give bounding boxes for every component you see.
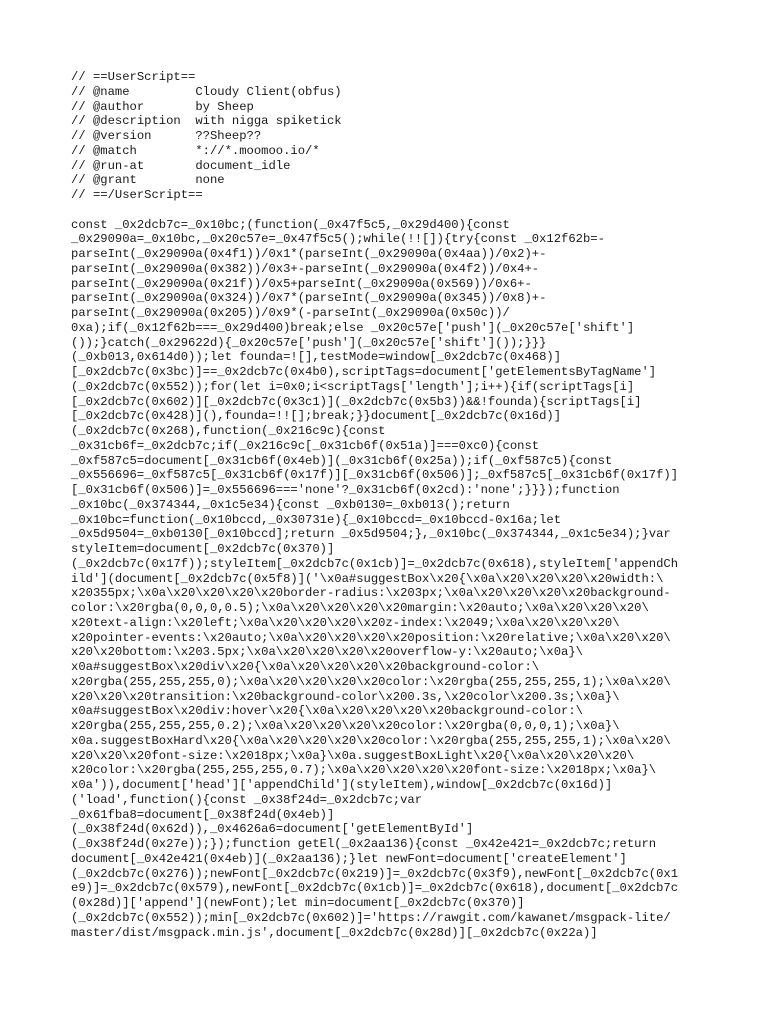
code-line: x20\x20\x20transition:\x20background-color\x200.3s,\x20color\x200.3s;\x0a}\ bbox=[71, 689, 620, 704]
code-line: x20color:\x20rgba(255,255,255,0.7);\x0a\x20\x20\x20\x20font-size:\x2018px;\x0a}\ bbox=[71, 763, 657, 778]
code-line: [_0x2dcb7c(0x3bc)]==_0x2dcb7c(0x4b0),scriptTags=document['getElementsByTagName'] bbox=[71, 365, 657, 379]
code-line: document[_0x42e421(0x4eb)](_0x2aa136);}let newFont=document['createElement'] bbox=[71, 851, 627, 866]
code-line: styleItem=document[_0x2dcb7c(0x370)] bbox=[71, 542, 335, 556]
code-line: color:\x20rgba(0,0,0,0.5);\x0a\x20\x20\x20\x20margin:\x20auto;\x0a\x20\x20\x20\ bbox=[71, 601, 649, 615]
code-line: (_0x2dcb7c(0x552));for(let i=0x0;i<scriptTags['length'];i++){if(scriptTags[i] bbox=[71, 379, 635, 394]
code-line: x0a')),document['head']['appendChild'](styleItem),window[_0x2dcb7c(0x16d)] bbox=[71, 778, 613, 792]
code-line: ());}catch(_0x29622d){_0x20c57e['push'](_0x20c57e['shift']());}}} bbox=[71, 335, 547, 350]
code-line: _0x31cb6f=_0x2dcb7c;if(_0x216c9c[_0x31cb6f(0x51a)]===0xc0){const bbox=[71, 438, 540, 453]
code-line: parseInt(_0x29090a(0x21f))/0x5+parseInt(_0x29090a(0x569))/0x6+- bbox=[71, 276, 532, 291]
code-line: _0x556696=_0xf587c5[_0x31cb6f(0x17f)][_0x31cb6f(0x506)];_0xf587c5[_0x31cb6f(0x17f)] bbox=[71, 468, 679, 483]
code-line: x20pointer-events:\x20auto;\x0a\x20\x20\x20\x20position:\x20relative;\x0a\x20\x20\ bbox=[71, 630, 671, 645]
code-line: 0xa);if(_0x12f62b===_0x29d400)break;else _0x20c57e['push'](_0x20c57e['shift'] bbox=[71, 320, 635, 335]
header-line: // @run-at document_idle bbox=[71, 158, 291, 173]
code-line: x20\x20bottom:\x203.5px;\x0a\x20\x20\x20\x20overflow-y:\x20auto;\x0a}\ bbox=[71, 645, 583, 660]
code-line: x20rgba(255,255,255,0.2);\x0a\x20\x20\x20\x20color:\x20rgba(0,0,0,1);\x0a}\ bbox=[71, 719, 620, 733]
code-line: (_0x2dcb7c(0x276));newFont[_0x2dcb7c(0x219)]=_0x2dcb7c(0x3f9),newFont[_0x2dcb7c(0x1 bbox=[71, 866, 679, 881]
code-line: master/dist/msgpack.min.js',document[_0x2dcb7c(0x28d)][_0x2dcb7c(0x22a)] bbox=[71, 925, 598, 940]
code-line: parseInt(_0x29090a(0x205))/0x9*(-parseInt(_0x29090a(0x50c))/ bbox=[71, 306, 510, 320]
code-line: _0x10bc=function(_0x10bccd,_0x30731e){_0x10bccd=_0x10bccd-0x16a;let bbox=[71, 512, 562, 527]
code-line: _0x29090a=_0x10bc,_0x20c57e=_0x47f5c5();while(!![]){try{const _0x12f62b=- bbox=[71, 232, 605, 247]
code-line: parseInt(_0x29090a(0x4f1))/0x1*(parseInt(_0x29090a(0x4aa))/0x2)+- bbox=[71, 247, 547, 261]
code-line: x20355px;\x0a\x20\x20\x20\x20border-radius:\x203px;\x0a\x20\x20\x20\x20background- bbox=[71, 586, 671, 601]
code-line: x0a#suggestBox\x20div\x20{\x0a\x20\x20\x20\x20background-color:\ bbox=[71, 660, 540, 674]
header-line: // @version ??Sheep?? bbox=[71, 129, 262, 143]
header-line: // @match *://*.moomoo.io/* bbox=[71, 143, 320, 158]
code-line: x20text-align:\x20left;\x0a\x20\x20\x20\x20z-index:\x2049;\x0a\x20\x20\x20\ bbox=[71, 615, 620, 630]
header-line: // @grant none bbox=[71, 173, 225, 188]
code-line: [_0x2dcb7c(0x602)][_0x2dcb7c(0x3c1)](_0x2dcb7c(0x5b3))&&!founda){scriptTags[i] bbox=[71, 394, 642, 409]
code-line: [_0x31cb6f(0x506)]=_0x556696==='none'?_0x31cb6f(0x2cd):'none';}}});function bbox=[71, 483, 620, 497]
header-line: // @description with nigga spiketick bbox=[71, 114, 342, 129]
code-line: x0a#suggestBox\x20div:hover\x20{\x0a\x20\x20\x20\x20background-color:\ bbox=[71, 704, 583, 719]
blank-line bbox=[71, 203, 761, 218]
header-line: // ==UserScript== bbox=[71, 70, 196, 84]
code-line: _0xf587c5=document[_0x31cb6f(0x4eb)](_0x31cb6f(0x25a));if(_0xf587c5){const bbox=[71, 453, 613, 468]
code-line: parseInt(_0x29090a(0x324))/0x7*(parseInt(_0x29090a(0x345))/0x8)+- bbox=[71, 291, 547, 306]
code-line: [_0x2dcb7c(0x428)](),founda=!![];break;}}document[_0x2dcb7c(0x16d)] bbox=[71, 409, 562, 424]
code-line: ild'](document[_0x2dcb7c(0x5f8)]('\x0a#suggestBox\x20{\x0a\x20\x20\x20\x20width:\ bbox=[71, 571, 664, 586]
code-line: _0x5d9504=_0xb0130[_0x10bccd];return _0x5d9504;},_0x10bc(_0x374344,_0x1c5e34);}var bbox=[71, 527, 671, 542]
code-line: parseInt(_0x29090a(0x382))/0x3+-parseInt(_0x29090a(0x4f2))/0x4+- bbox=[71, 261, 540, 276]
code-line: (_0x2dcb7c(0x552));min[_0x2dcb7c(0x602)]='https://rawgit.com/kawanet/msgpack-lite/ bbox=[71, 910, 671, 925]
code-line: ('load',function(){const _0x38f24d=_0x2dcb7c;var bbox=[71, 792, 423, 807]
header-line: // @author by Sheep bbox=[71, 99, 254, 114]
code-line: (_0x38f24d(0x27e));});function getEl(_0x2aa136){const _0x42e421=_0x2dcb7c;return bbox=[71, 837, 657, 851]
code-line: (_0x2dcb7c(0x17f));styleItem[_0x2dcb7c(0x1cb)]=_0x2dcb7c(0x618),styleItem['appendCh bbox=[71, 556, 679, 571]
code-line: _0x61fba8=document[_0x38f24d(0x4eb)] bbox=[71, 807, 335, 822]
code-line: e9)]=_0x2dcb7c(0x579),newFont[_0x2dcb7c(0x1cb)]=_0x2dcb7c(0x618),document[_0x2dcb7c bbox=[71, 881, 679, 896]
code-line: x0a.suggestBoxHard\x20{\x0a\x20\x20\x20\x20color:\x20rgba(255,255,255,1);\x0a\x20\ bbox=[71, 733, 671, 748]
code-line: x20rgba(255,255,255,0);\x0a\x20\x20\x20\x20color:\x20rgba(255,255,255,1);\x0a\x20\ bbox=[71, 674, 671, 689]
code-line: (0x28d)]['append'](newFont);let min=document[_0x2dcb7c(0x370)] bbox=[71, 896, 525, 910]
code-line: (_0x38f24d(0x62d)),_0x4626a6=document['getElementById'] bbox=[71, 822, 474, 837]
code-line: (_0x2dcb7c(0x268),function(_0x216c9c){const bbox=[71, 424, 386, 438]
document-page bbox=[71, 70, 761, 940]
code-line: _0x10bc(_0x374344,_0x1c5e34){const _0xb0130=_0xb013();return bbox=[71, 497, 510, 512]
header-line: // @name Cloudy Client(obfus) bbox=[71, 84, 342, 99]
header-line: // ==/UserScript== bbox=[71, 188, 203, 202]
code-line: (_0xb013,0x614d0));let founda=![],testMode=window[_0x2dcb7c(0x468)] bbox=[71, 350, 562, 365]
code-block bbox=[71, 218, 761, 941]
code-line: x20\x20\x20font-size:\x2018px;\x0a}\x0a.suggestBoxLight\x20{\x0a\x20\x20\x20\ bbox=[71, 748, 635, 763]
userscript-header bbox=[71, 70, 761, 203]
code-line: const _0x2dcb7c=_0x10bc;(function(_0x47f5c5,_0x29d400){const bbox=[71, 217, 510, 232]
